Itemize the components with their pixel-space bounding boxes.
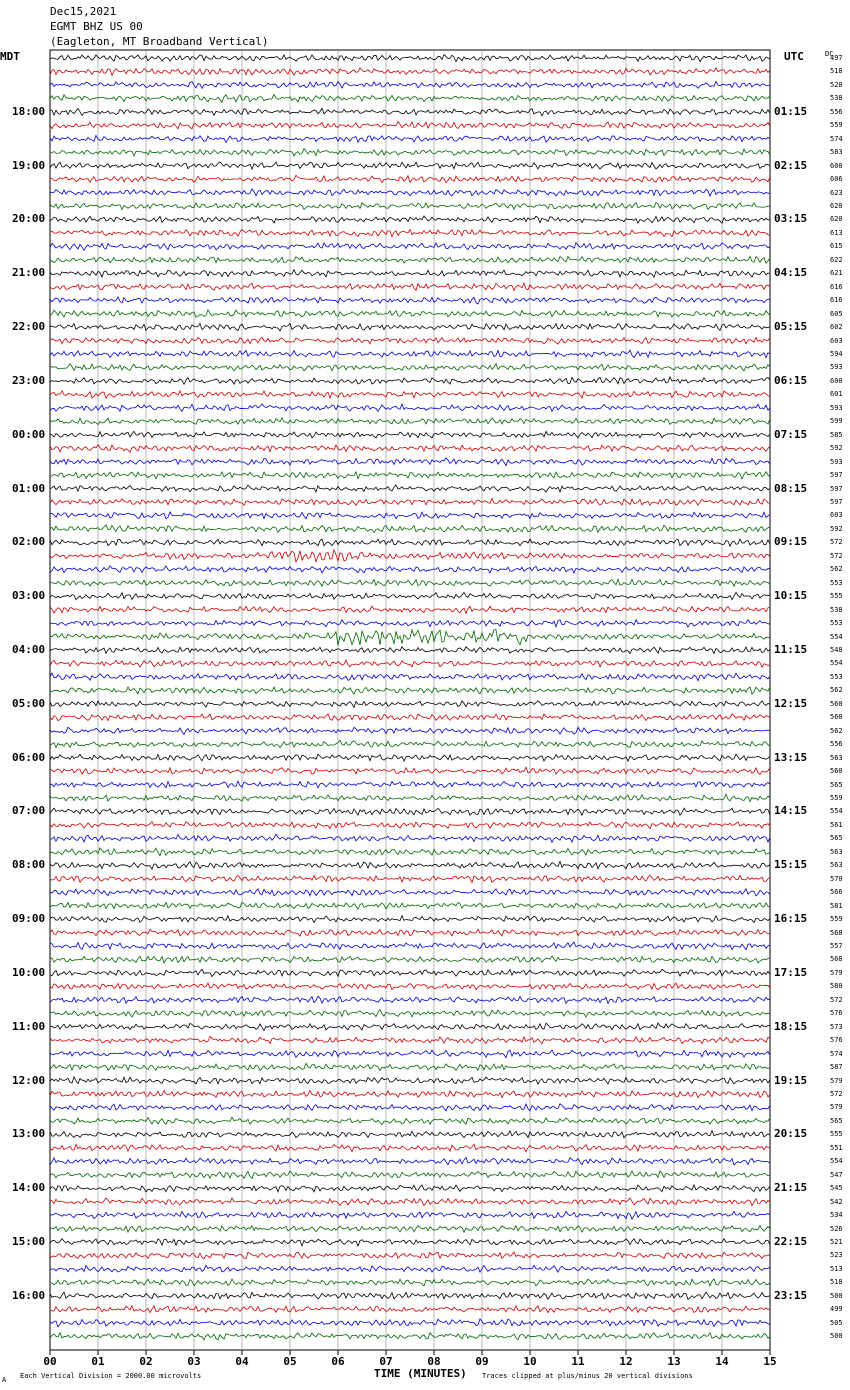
dc-offset-label: 560 bbox=[830, 767, 843, 776]
seismic-trace-3 bbox=[50, 94, 770, 102]
seismic-trace-30 bbox=[50, 458, 770, 466]
dc-offset-label: 615 bbox=[830, 242, 843, 251]
left-time-label: 23:00 bbox=[12, 373, 46, 387]
left-time-label: 14:00 bbox=[12, 1181, 46, 1195]
seismic-trace-20 bbox=[50, 324, 770, 331]
dc-offset-label: 568 bbox=[830, 955, 843, 964]
seismic-trace-58 bbox=[50, 834, 770, 842]
x-axis-label: TIME (MINUTES) bbox=[374, 1367, 467, 1380]
dc-offset-label: 585 bbox=[830, 430, 843, 439]
left-time-label: 20:00 bbox=[12, 212, 46, 226]
dc-offset-label: 573 bbox=[830, 1022, 843, 1031]
right-time-label: 19:15 bbox=[774, 1073, 808, 1087]
seismic-trace-90 bbox=[50, 1265, 770, 1272]
left-time-label: 08:00 bbox=[12, 858, 46, 872]
seismic-trace-36 bbox=[50, 539, 770, 546]
left-time-label: 01:00 bbox=[12, 481, 46, 495]
dc-offset-label: 603 bbox=[830, 511, 843, 520]
right-time-label: 13:15 bbox=[774, 750, 808, 764]
dc-offset-label: 554 bbox=[830, 807, 843, 816]
dc-offset-label: 581 bbox=[830, 901, 843, 910]
dc-offset-label: 565 bbox=[830, 834, 843, 843]
seismic-trace-31 bbox=[50, 472, 770, 479]
right-time-label: 12:15 bbox=[774, 696, 808, 710]
seismic-trace-69 bbox=[50, 983, 770, 990]
right-time-label: 01:15 bbox=[774, 104, 808, 118]
dc-offset-label: 555 bbox=[830, 1130, 843, 1139]
dc-offset-label: 557 bbox=[830, 942, 843, 951]
dc-offset-label: 563 bbox=[830, 861, 843, 870]
seismic-trace-29 bbox=[50, 445, 770, 453]
right-time-label: 23:15 bbox=[774, 1288, 808, 1302]
dc-offset-label: 561 bbox=[830, 820, 843, 829]
dc-offset-label: 599 bbox=[830, 417, 843, 426]
seismic-trace-52 bbox=[50, 754, 770, 761]
x-tick-label: 12 bbox=[619, 1355, 633, 1368]
dc-offset-label: 572 bbox=[830, 1090, 843, 1099]
dc-offset-label: 565 bbox=[830, 1116, 843, 1125]
left-time-label: 10:00 bbox=[12, 965, 46, 979]
seismic-trace-60 bbox=[50, 861, 770, 869]
right-time-label: 02:15 bbox=[774, 158, 808, 172]
dc-offset-label: 542 bbox=[830, 1197, 843, 1206]
dc-offset-label: 547 bbox=[830, 1170, 843, 1179]
x-tick-label: 11 bbox=[571, 1355, 585, 1368]
seismic-trace-6 bbox=[50, 135, 770, 142]
right-time-label: 10:15 bbox=[774, 589, 808, 603]
dc-offset-label: 597 bbox=[830, 471, 843, 480]
left-time-label: 06:00 bbox=[12, 750, 46, 764]
seismic-trace-64 bbox=[50, 916, 770, 923]
dc-offset-label: 620 bbox=[830, 215, 843, 224]
dc-offset-label: 600 bbox=[830, 376, 843, 385]
seismic-trace-43 bbox=[50, 630, 770, 646]
x-tick-label: 15 bbox=[763, 1355, 777, 1368]
seismic-trace-4 bbox=[50, 108, 770, 115]
seismic-trace-21 bbox=[50, 337, 770, 344]
dc-offset-label: 563 bbox=[830, 847, 843, 856]
dc-offset-label: 545 bbox=[830, 1184, 843, 1193]
dc-offset-label: 560 bbox=[830, 699, 843, 708]
seismic-trace-91 bbox=[50, 1279, 770, 1286]
dc-offset-label: 505 bbox=[830, 1318, 843, 1327]
seismic-trace-86 bbox=[50, 1211, 770, 1219]
left-time-label: 16:00 bbox=[12, 1288, 46, 1302]
seismic-trace-5 bbox=[50, 121, 770, 128]
seismic-trace-28 bbox=[50, 431, 770, 438]
seismic-trace-62 bbox=[50, 889, 770, 896]
left-time-label: 13:00 bbox=[12, 1127, 46, 1141]
seismic-trace-54 bbox=[50, 781, 770, 788]
seismic-trace-72 bbox=[50, 1023, 770, 1031]
right-time-label: 14:15 bbox=[774, 804, 808, 818]
right-time-label: 17:15 bbox=[774, 965, 808, 979]
seismic-trace-51 bbox=[50, 740, 770, 747]
right-time-label: 04:15 bbox=[774, 266, 808, 280]
seismic-trace-65 bbox=[50, 929, 770, 936]
dc-offset-label: 572 bbox=[830, 995, 843, 1004]
dc-offset-label: 526 bbox=[830, 1224, 843, 1233]
header-station: EGMT BHZ US 00 bbox=[50, 20, 143, 33]
x-tick-label: 01 bbox=[91, 1355, 105, 1368]
seismic-trace-14 bbox=[50, 243, 770, 251]
dc-offset-label: 568 bbox=[830, 928, 843, 937]
seismic-trace-34 bbox=[50, 512, 770, 519]
left-timezone: MDT bbox=[0, 50, 20, 63]
seismic-trace-17 bbox=[50, 283, 770, 290]
dc-offset-label: 554 bbox=[830, 632, 843, 641]
left-time-label: 22:00 bbox=[12, 320, 46, 334]
seismic-trace-35 bbox=[50, 525, 770, 533]
left-time-label: 03:00 bbox=[12, 589, 46, 603]
dc-offset-label: 500 bbox=[830, 1332, 843, 1341]
dc-offset-label: 593 bbox=[830, 363, 843, 372]
dc-offset-label: 613 bbox=[830, 228, 843, 237]
right-time-label: 15:15 bbox=[774, 858, 808, 872]
dc-offset-label: 592 bbox=[830, 524, 843, 533]
dc-offset-label: 602 bbox=[830, 323, 843, 332]
left-time-label: 00:00 bbox=[12, 427, 46, 441]
dc-header: DC bbox=[825, 50, 834, 58]
dc-offset-label: 553 bbox=[830, 619, 843, 628]
x-tick-label: 08 bbox=[427, 1355, 441, 1368]
dc-offset-label: 523 bbox=[830, 1251, 843, 1260]
dc-offset-label: 574 bbox=[830, 134, 843, 143]
dc-offset-label: 551 bbox=[830, 1143, 843, 1152]
x-tick-label: 07 bbox=[379, 1355, 393, 1368]
left-time-label: 09:00 bbox=[12, 912, 46, 926]
seismic-trace-32 bbox=[50, 485, 770, 492]
x-tick-label: 14 bbox=[715, 1355, 729, 1368]
seismic-trace-55 bbox=[50, 794, 770, 801]
dc-offset-label: 579 bbox=[830, 968, 843, 977]
seismic-trace-39 bbox=[50, 579, 770, 586]
seismic-trace-8 bbox=[50, 162, 770, 169]
dc-offset-label: 556 bbox=[830, 107, 843, 116]
dc-offset-label: 570 bbox=[830, 874, 843, 883]
seismic-trace-94 bbox=[50, 1319, 770, 1327]
dc-offset-label: 556 bbox=[830, 740, 843, 749]
seismic-trace-22 bbox=[50, 350, 770, 358]
seismic-trace-92 bbox=[50, 1292, 770, 1299]
dc-offset-label: 583 bbox=[830, 148, 843, 157]
seismic-trace-57 bbox=[50, 822, 770, 829]
seismic-trace-73 bbox=[50, 1036, 770, 1043]
dc-offset-label: 554 bbox=[830, 1157, 843, 1166]
dc-offset-label: 500 bbox=[830, 1291, 843, 1300]
seismic-trace-47 bbox=[50, 687, 770, 694]
dc-offset-label: 572 bbox=[830, 551, 843, 560]
seismic-trace-59 bbox=[50, 848, 770, 856]
seismic-trace-27 bbox=[50, 418, 770, 425]
seismic-trace-38 bbox=[50, 566, 770, 573]
dc-offset-label: 520 bbox=[830, 80, 843, 89]
right-time-label: 18:15 bbox=[774, 1019, 808, 1033]
seismic-trace-95 bbox=[50, 1333, 770, 1340]
seismic-trace-2 bbox=[50, 82, 770, 89]
dc-offset-label: 576 bbox=[830, 1036, 843, 1045]
dc-offset-label: 597 bbox=[830, 484, 843, 493]
seismic-trace-83 bbox=[50, 1171, 770, 1179]
seismic-trace-71 bbox=[50, 1010, 770, 1017]
dc-offset-label: 565 bbox=[830, 780, 843, 789]
dc-offset-label: 538 bbox=[830, 94, 843, 103]
seismic-trace-1 bbox=[50, 68, 770, 75]
dc-offset-label: 559 bbox=[830, 794, 843, 803]
left-time-label: 02:00 bbox=[12, 535, 46, 549]
dc-offset-label: 555 bbox=[830, 592, 843, 601]
dc-offset-label: 603 bbox=[830, 336, 843, 345]
dc-offset-label: 594 bbox=[830, 350, 843, 358]
right-time-label: 03:15 bbox=[774, 212, 808, 226]
dc-offset-label: 538 bbox=[830, 605, 843, 614]
dc-offset-label: 576 bbox=[830, 1009, 843, 1018]
dc-offset-label: 534 bbox=[830, 1211, 843, 1220]
seismic-trace-23 bbox=[50, 364, 770, 371]
dc-offset-label: 593 bbox=[830, 457, 843, 466]
left-time-label: 04:00 bbox=[12, 643, 46, 657]
seismic-trace-63 bbox=[50, 902, 770, 909]
seismic-trace-53 bbox=[50, 767, 770, 774]
x-tick-label: 13 bbox=[667, 1355, 681, 1368]
dc-offset-label: 553 bbox=[830, 578, 843, 587]
seismic-trace-48 bbox=[50, 701, 770, 708]
dc-offset-label: 513 bbox=[830, 1264, 843, 1273]
seismic-trace-49 bbox=[50, 714, 770, 721]
seismic-trace-89 bbox=[50, 1252, 770, 1259]
seismic-trace-67 bbox=[50, 956, 770, 963]
seismic-trace-56 bbox=[50, 808, 770, 815]
right-time-label: 20:15 bbox=[774, 1127, 808, 1141]
left-time-label: 12:00 bbox=[12, 1073, 46, 1087]
dc-offset-label: 566 bbox=[830, 888, 843, 897]
seismic-trace-84 bbox=[50, 1185, 770, 1192]
header-date: Dec15,2021 bbox=[50, 5, 117, 18]
x-tick-label: 03 bbox=[187, 1355, 201, 1368]
dc-offset-label: 521 bbox=[830, 1238, 843, 1247]
seismic-trace-80 bbox=[50, 1131, 770, 1138]
dc-offset-label: 580 bbox=[830, 982, 843, 991]
seismic-trace-19 bbox=[50, 310, 770, 317]
seismic-trace-87 bbox=[50, 1226, 770, 1233]
dc-offset-label: 623 bbox=[830, 188, 843, 197]
seismic-trace-75 bbox=[50, 1063, 770, 1070]
seismic-trace-15 bbox=[50, 257, 770, 264]
dc-offset-label: 593 bbox=[830, 403, 843, 412]
seismic-trace-42 bbox=[50, 620, 770, 627]
left-time-label: 11:00 bbox=[12, 1019, 46, 1033]
seismic-trace-40 bbox=[50, 592, 770, 599]
dc-offset-label: 518 bbox=[830, 1278, 843, 1287]
right-time-label: 06:15 bbox=[774, 373, 808, 387]
dc-offset-label: 600 bbox=[830, 161, 843, 170]
dc-offset-label: 560 bbox=[830, 713, 843, 722]
left-time-label: 19:00 bbox=[12, 158, 46, 172]
right-time-label: 16:15 bbox=[774, 912, 808, 926]
seismic-trace-61 bbox=[50, 875, 770, 882]
x-tick-label: 04 bbox=[235, 1355, 249, 1368]
dc-offset-label: 497 bbox=[830, 54, 843, 62]
seismic-trace-85 bbox=[50, 1198, 770, 1206]
seismic-trace-16 bbox=[50, 270, 770, 278]
dc-offset-label: 622 bbox=[830, 255, 843, 264]
dc-offset-label: 499 bbox=[830, 1305, 843, 1314]
dc-offset-label: 579 bbox=[830, 1076, 843, 1085]
seismic-trace-45 bbox=[50, 660, 770, 667]
seismic-trace-44 bbox=[50, 647, 770, 654]
right-time-label: 21:15 bbox=[774, 1181, 808, 1195]
left-time-label: 05:00 bbox=[12, 696, 46, 710]
dc-offset-label: 554 bbox=[830, 659, 843, 668]
right-time-label: 11:15 bbox=[774, 643, 808, 657]
seismic-trace-18 bbox=[50, 297, 770, 304]
dc-offset-label: 518 bbox=[830, 67, 843, 76]
dc-offset-label: 620 bbox=[830, 202, 843, 210]
right-time-label: 09:15 bbox=[774, 535, 808, 549]
dc-offset-label: 553 bbox=[830, 672, 843, 681]
left-time-label: 07:00 bbox=[12, 804, 46, 818]
x-tick-label: 10 bbox=[523, 1355, 537, 1368]
dc-offset-label: 601 bbox=[830, 390, 843, 399]
scale-note: Each Vertical Division = 2000.00 microvolts bbox=[20, 1372, 202, 1380]
seismic-trace-74 bbox=[50, 1050, 770, 1058]
seismic-trace-70 bbox=[50, 996, 770, 1003]
x-tick-label: 06 bbox=[331, 1355, 345, 1368]
seismic-trace-79 bbox=[50, 1117, 770, 1124]
seismic-trace-37 bbox=[50, 550, 770, 562]
corner-mark: A bbox=[2, 1376, 7, 1384]
right-time-label: 05:15 bbox=[774, 320, 808, 334]
seismic-trace-50 bbox=[50, 727, 770, 734]
dc-offset-label: 587 bbox=[830, 1063, 843, 1072]
seismic-trace-24 bbox=[50, 377, 770, 384]
dc-offset-label: 559 bbox=[830, 121, 843, 130]
left-time-label: 15:00 bbox=[12, 1235, 46, 1249]
x-tick-label: 00 bbox=[43, 1355, 57, 1368]
x-tick-label: 09 bbox=[475, 1355, 489, 1368]
left-time-label: 21:00 bbox=[12, 266, 46, 280]
x-tick-label: 05 bbox=[283, 1355, 297, 1368]
seismic-trace-46 bbox=[50, 673, 770, 681]
dc-offset-label: 562 bbox=[830, 726, 843, 735]
right-time-label: 07:15 bbox=[774, 427, 808, 441]
dc-offset-label: 559 bbox=[830, 915, 843, 924]
dc-offset-label: 616 bbox=[830, 282, 843, 291]
seismic-trace-82 bbox=[50, 1158, 770, 1165]
dc-offset-label: 562 bbox=[830, 565, 843, 574]
seismic-trace-88 bbox=[50, 1239, 770, 1246]
x-tick-label: 02 bbox=[139, 1355, 153, 1368]
seismic-trace-78 bbox=[50, 1104, 770, 1111]
seismic-trace-26 bbox=[50, 404, 770, 412]
seismic-trace-66 bbox=[50, 942, 770, 949]
seismic-trace-77 bbox=[50, 1091, 770, 1098]
dc-offset-label: 562 bbox=[830, 686, 843, 695]
seismic-trace-41 bbox=[50, 606, 770, 613]
dc-offset-label: 548 bbox=[830, 646, 843, 655]
seismic-trace-7 bbox=[50, 148, 770, 156]
right-time-label: 22:15 bbox=[774, 1235, 808, 1249]
seismic-trace-11 bbox=[50, 203, 770, 210]
right-timezone: UTC bbox=[784, 50, 804, 63]
dc-offset-label: 574 bbox=[830, 1049, 843, 1058]
seismic-trace-68 bbox=[50, 969, 770, 976]
seismic-trace-10 bbox=[50, 189, 770, 196]
seismic-trace-93 bbox=[50, 1306, 770, 1313]
dc-offset-label: 597 bbox=[830, 498, 843, 506]
dc-offset-label: 621 bbox=[830, 269, 843, 278]
seismic-trace-9 bbox=[50, 175, 770, 182]
left-time-label: 18:00 bbox=[12, 104, 46, 118]
dc-offset-label: 579 bbox=[830, 1103, 843, 1112]
header-location: (Eagleton, MT Broadband Vertical) bbox=[50, 35, 269, 48]
dc-offset-label: 572 bbox=[830, 538, 843, 547]
clip-note: Traces clipped at plus/minus 20 vertical divisions bbox=[482, 1372, 693, 1380]
dc-offset-label: 606 bbox=[830, 175, 843, 184]
dc-offset-label: 605 bbox=[830, 309, 843, 318]
right-time-label: 08:15 bbox=[774, 481, 808, 495]
dc-offset-label: 592 bbox=[830, 444, 843, 453]
seismic-trace-25 bbox=[50, 391, 770, 398]
seismic-trace-12 bbox=[50, 216, 770, 223]
seismic-trace-13 bbox=[50, 230, 770, 237]
seismic-trace-76 bbox=[50, 1077, 770, 1084]
dc-offset-label: 563 bbox=[830, 753, 843, 762]
seismic-trace-81 bbox=[50, 1144, 770, 1152]
seismic-trace-0 bbox=[50, 55, 770, 62]
dc-offset-label: 616 bbox=[830, 296, 843, 305]
seismic-trace-33 bbox=[50, 498, 770, 505]
